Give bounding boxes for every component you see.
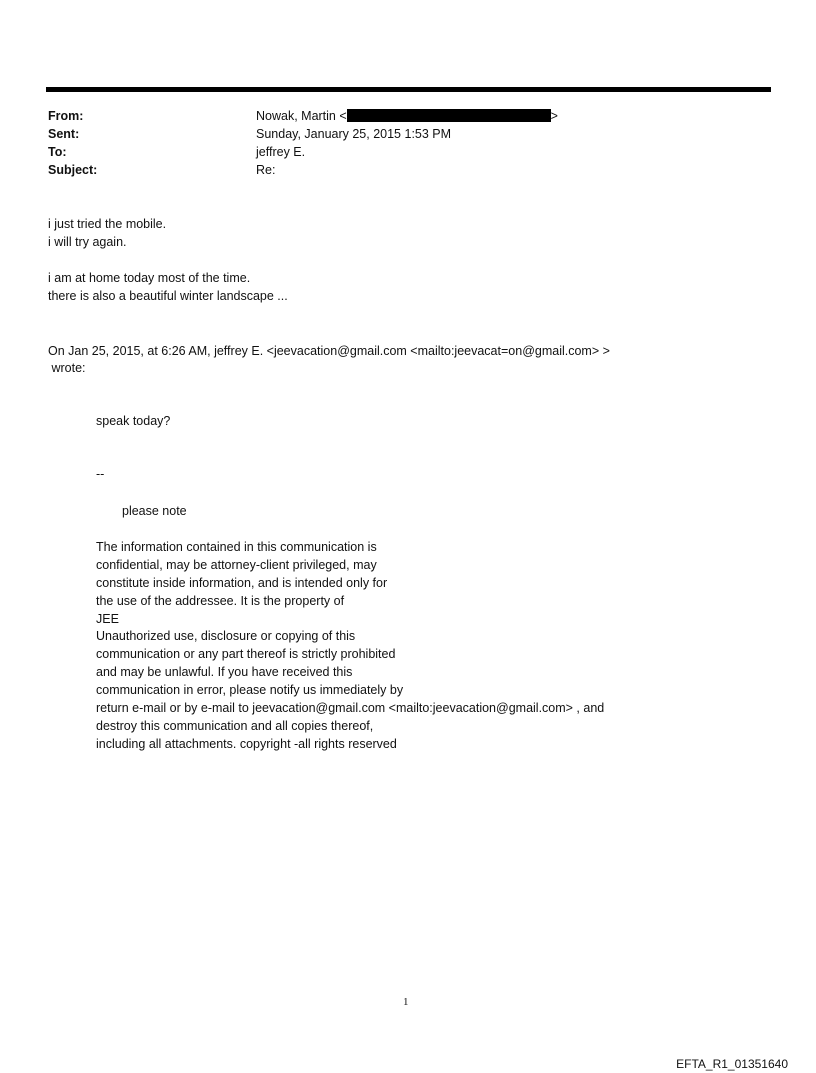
from-name: Nowak, Martin <: [256, 109, 347, 123]
body-line: there is also a beautiful winter landscape ...: [48, 289, 288, 303]
subject-value: Re:: [256, 163, 276, 177]
redaction-bar: [347, 109, 551, 122]
to-label: To:: [48, 145, 67, 159]
body-line: i am at home today most of the time.: [48, 271, 251, 285]
from-label: From:: [48, 109, 84, 123]
header-rule: [46, 87, 771, 92]
body-line: i just tried the mobile.: [48, 217, 167, 231]
from-close: >: [550, 109, 558, 123]
disclaimer-line: JEE: [96, 612, 119, 626]
disclaimer-line: confidential, may be attorney-client privileged, may: [96, 558, 377, 572]
document-id: EFTA_R1_01351640: [676, 1057, 788, 1071]
disclaimer-line: return e-mail or by e-mail to jeevacation@gmail.com <mailto:jeevacation@gmail.com> , and: [96, 701, 605, 715]
disclaimer-line: The information contained in this communication is: [96, 540, 377, 554]
disclaimer-line: communication or any part thereof is strictly prohibited: [96, 647, 396, 661]
page-number: 1: [403, 996, 409, 1008]
body-line: i will try again.: [48, 235, 127, 249]
sent-label: Sent:: [48, 127, 80, 141]
quote-intro-line: wrote:: [48, 361, 86, 375]
subject-label: Subject:: [48, 163, 98, 177]
disclaimer-line: communication in error, please notify us immediately by: [96, 683, 404, 697]
disclaimer-line: the use of the addressee. It is the property of: [96, 594, 345, 608]
disclaimer-line: destroy this communication and all copies thereof,: [96, 719, 374, 733]
disclaimer-line: constitute inside information, and is intended only for: [96, 576, 388, 590]
signature-separator: --: [96, 467, 105, 481]
quote-intro-line: On Jan 25, 2015, at 6:26 AM, jeffrey E. <jeevacation@gmail.com <mailto:jeevacat=on@gmail.com> >: [48, 344, 610, 358]
disclaimer-line: Unauthorized use, disclosure or copying of this: [96, 629, 356, 643]
sent-value: Sunday, January 25, 2015 1:53 PM: [256, 127, 452, 141]
quoted-message: speak today?: [96, 414, 171, 428]
please-note: please note: [122, 504, 187, 518]
from-value: [256, 109, 558, 123]
disclaimer-line: and may be unlawful. If you have received this: [96, 665, 353, 679]
to-value: jeffrey E.: [256, 145, 306, 159]
disclaimer-line: including all attachments. copyright -all rights reserved: [96, 737, 397, 751]
